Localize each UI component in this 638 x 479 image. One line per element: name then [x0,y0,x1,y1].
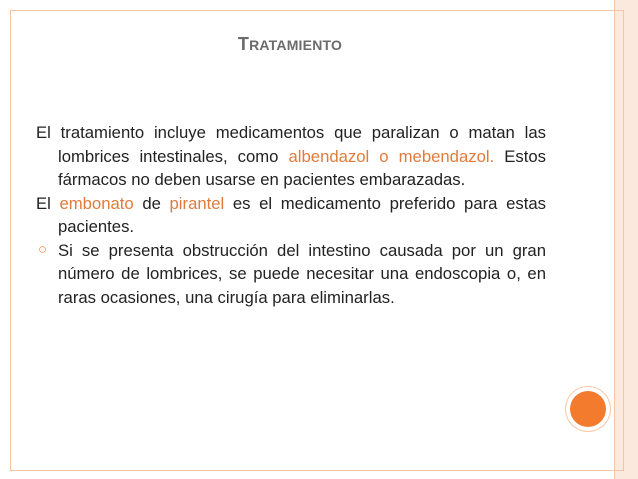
p3-text: Si se presenta obstrucción del intestino causada por un gran número de lombrices, se puede necesitar una endoscopia o, en raras ocasiones, una cirugía para eliminarlas. [58,240,546,307]
decorative-orange-circle [570,391,606,427]
slide-title [0,34,580,55]
paragraph-1 [36,121,546,192]
bullet-ring-icon: ○ [38,240,48,258]
p2-accent-pirantel: pirantel [169,193,225,213]
p2-accent-embonato: embonato [59,193,134,213]
p1-text-b: Estos fármacos no deben usarse en pacientes embarazadas. [58,146,546,189]
p2-text-c: es el medicamento preferido para estas pacientes. [58,193,546,236]
p1-text-a: El tratamiento incluye medicamentos que paralizan o matan las lombrices intestinales, como [36,123,546,166]
p2-text-a: El [36,193,60,213]
paragraph-2 [36,192,546,239]
p2-text-b: de [133,193,170,213]
title-initial: T [237,34,250,54]
p1-accent-drugs: albendazol o mebendazol. [288,146,495,166]
slide-body [36,121,546,309]
title-rest: RATAMIENTO [249,37,343,53]
paragraph-3 [36,239,546,310]
